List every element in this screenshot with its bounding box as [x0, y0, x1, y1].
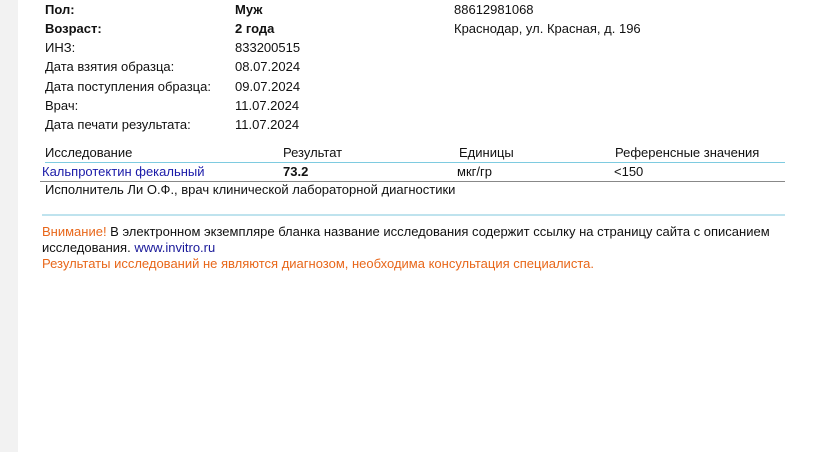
doctor-label: Врач: [45, 98, 79, 113]
print-date-label: Дата печати результата: [45, 117, 191, 132]
doctor-value: 11.07.2024 [235, 98, 300, 113]
units-value: мкг/гр [457, 164, 492, 179]
received-date-value: 09.07.2024 [235, 79, 301, 94]
notice-block [42, 224, 790, 256]
section-divider [42, 214, 785, 216]
attention-label: Внимание! [42, 224, 107, 239]
notice-text: В электронном экземпляре бланка название исследования содержит ссылку на страницу сайта с описанием исследования. [42, 224, 770, 255]
inz-value: 833200515 [235, 40, 301, 55]
clinic-address: Краснодар, ул. Красная, д. 196 [454, 21, 641, 36]
test-name-link[interactable]: Кальпротектин фекальный [42, 164, 205, 179]
performer-line: Исполнитель Ли О.Ф., врач клинической лабораторной диагностики [45, 182, 456, 197]
sample-date-label: Дата взятия образца: [45, 59, 175, 74]
inz-label: ИНЗ: [45, 40, 76, 55]
clinic-phone: 88612981068 [454, 2, 534, 17]
header-result: Результат [283, 145, 343, 160]
print-date-value: 11.07.2024 [235, 117, 300, 132]
header-units: Единицы [459, 145, 514, 160]
age-label: Возраст: [45, 21, 102, 36]
result-value: 73.2 [283, 164, 309, 179]
received-date-label: Дата поступления образца: [45, 79, 211, 94]
results-table-header [45, 144, 785, 163]
table-row [40, 163, 785, 182]
disclaimer-text: Результаты исследований не являются диагнозом, необходима консультация специалиста. [42, 256, 594, 271]
lab-result-sheet [18, 0, 814, 452]
invitro-link[interactable]: www.invitro.ru [134, 240, 216, 255]
header-reference: Референсные значения [615, 145, 760, 160]
sample-date-value: 08.07.2024 [235, 59, 301, 74]
age-value: 2 года [235, 21, 275, 36]
sex-label: Пол: [45, 2, 75, 17]
header-test: Исследование [45, 145, 133, 160]
sex-value: Муж [235, 2, 263, 17]
reference-value: <150 [614, 164, 644, 179]
